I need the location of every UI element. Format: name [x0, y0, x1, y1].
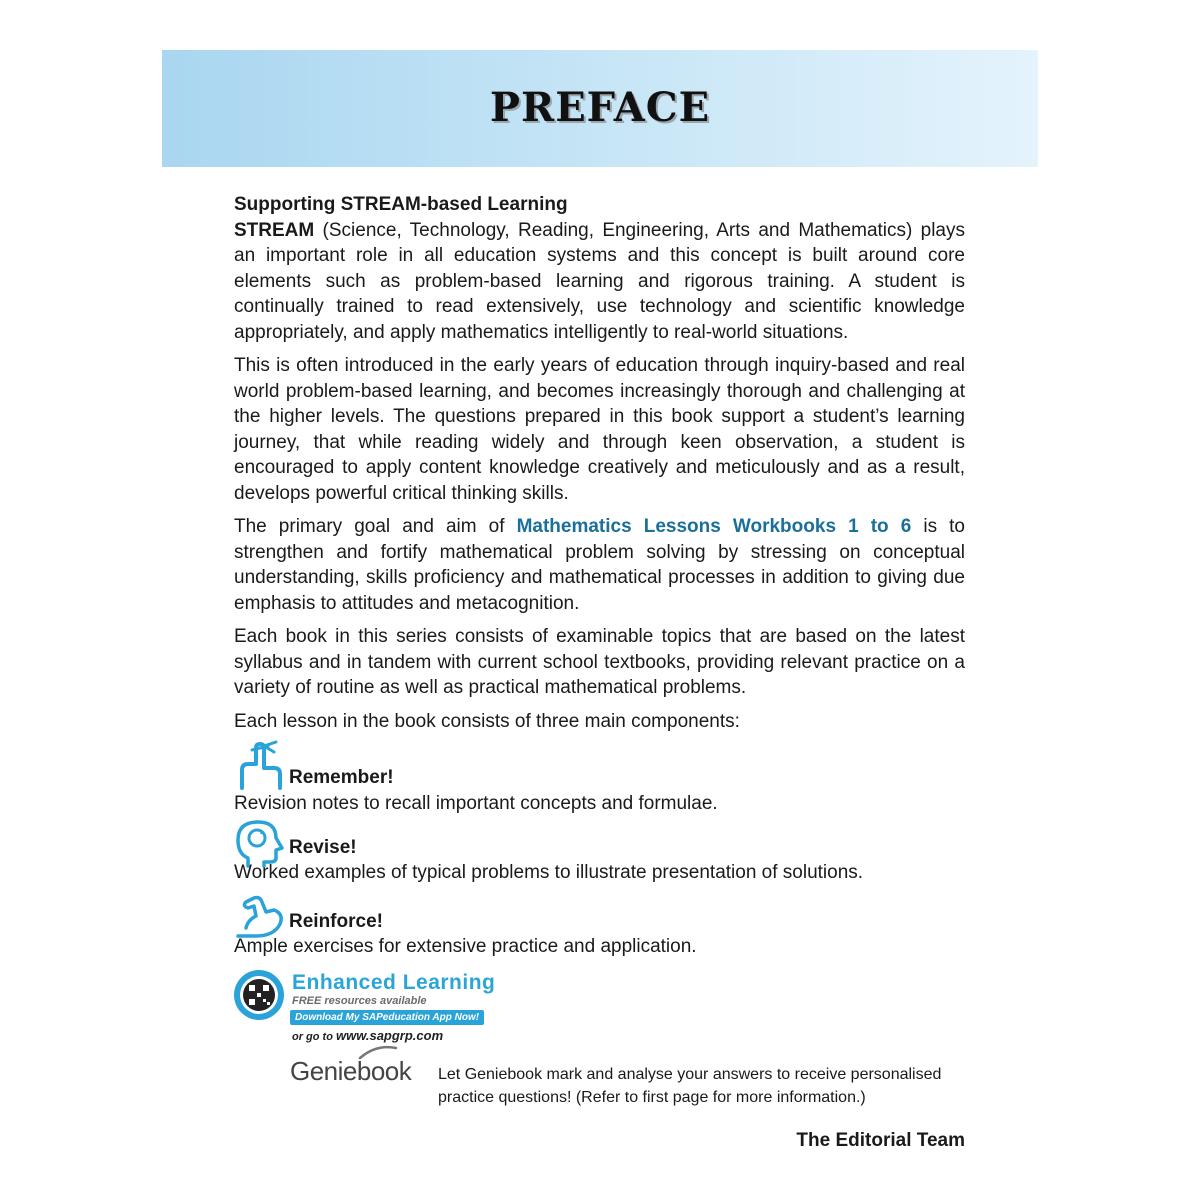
flexed-arm-icon — [234, 890, 290, 942]
series-title: Mathematics Lessons Workbooks 1 to 6 — [516, 516, 912, 537]
geniebook-wordmark: Geniebook — [290, 1056, 412, 1086]
component-reinforce — [234, 890, 994, 960]
component-description: Worked examples of typical problems to illustrate presentation of solutions. — [234, 862, 864, 883]
component-label: Reinforce! — [289, 911, 383, 932]
website-prefix: or go to — [292, 1031, 336, 1043]
download-app-badge[interactable]: Download My SAPeducation App Now! — [290, 1010, 484, 1025]
component-revise — [234, 818, 994, 888]
component-remember — [234, 740, 994, 816]
paragraph-stream — [234, 218, 965, 346]
paragraph-series: Each book in this series consists of examinable topics that are based on the latest syllabus and in tandem with current school textbooks, providing relevant practice on a variety of routine as well as practical mathematical problems. — [234, 626, 965, 698]
goal-end: is to strengthen and fortify mathematical problem solving by stressing on conceptual understanding, skills proficiency and mathematical processes in addition to giving due emphasis to attitudes and metacognition. — [234, 516, 966, 614]
paragraph-inquiry: This is often introduced in the early years of education through inquiry-based and real world problem-based learning, and becomes increasingly thorough and challenging at the higher levels. The questions prepared in this book support a student’s learning journey, that while reading widely and through keen observation, a student is encouraged to apply content knowledge creatively and meticulously and as a result, develops powerful critical thinking skills. — [234, 355, 965, 504]
geniebook-logo — [290, 1048, 430, 1088]
geniebook-text: Let Geniebook mark and analyse your answers to receive personalised practice questions! (Refer to first page for more information.) — [438, 1066, 942, 1106]
component-label: Revise! — [289, 837, 357, 858]
section-subheading: Supporting STREAM-based Learning — [234, 194, 568, 215]
stream-text: (Science, Technology, Reading, Engineering, Arts and Mathematics) plays an important role in all education systems and this concept is built around core elements such as problem-based learning and rigorous training. A student is continually trained to read extensively, use technology and scientific knowledge appropriately, and apply mathematics intelligently to real-world situations. — [234, 219, 965, 343]
enhanced-learning-title: Enhanced Learning — [292, 971, 496, 994]
editorial-signature: The Editorial Team — [796, 1130, 965, 1151]
enhanced-learning-logo — [232, 968, 572, 1048]
goal-start: The primary goal and aim of — [234, 516, 517, 537]
paragraph-goal — [234, 514, 965, 616]
website-link[interactable] — [292, 1028, 443, 1043]
component-description: Revision notes to recall important concepts and formulae. — [234, 793, 718, 814]
page-title: PREFACE — [489, 84, 711, 131]
stream-lead: STREAM — [234, 219, 315, 241]
component-description: Ample exercises for extensive practice and application. — [234, 936, 697, 957]
component-label: Remember! — [289, 767, 394, 788]
website-url: www.sapgrp.com — [336, 1028, 444, 1043]
finger-ribbon-icon — [234, 740, 290, 792]
paragraph-components: Each lesson in the book consists of three main components: — [234, 710, 740, 732]
free-resources-text: FREE resources available — [292, 995, 427, 1007]
preface-body — [234, 192, 965, 734]
qr-badge-icon — [232, 968, 286, 1022]
